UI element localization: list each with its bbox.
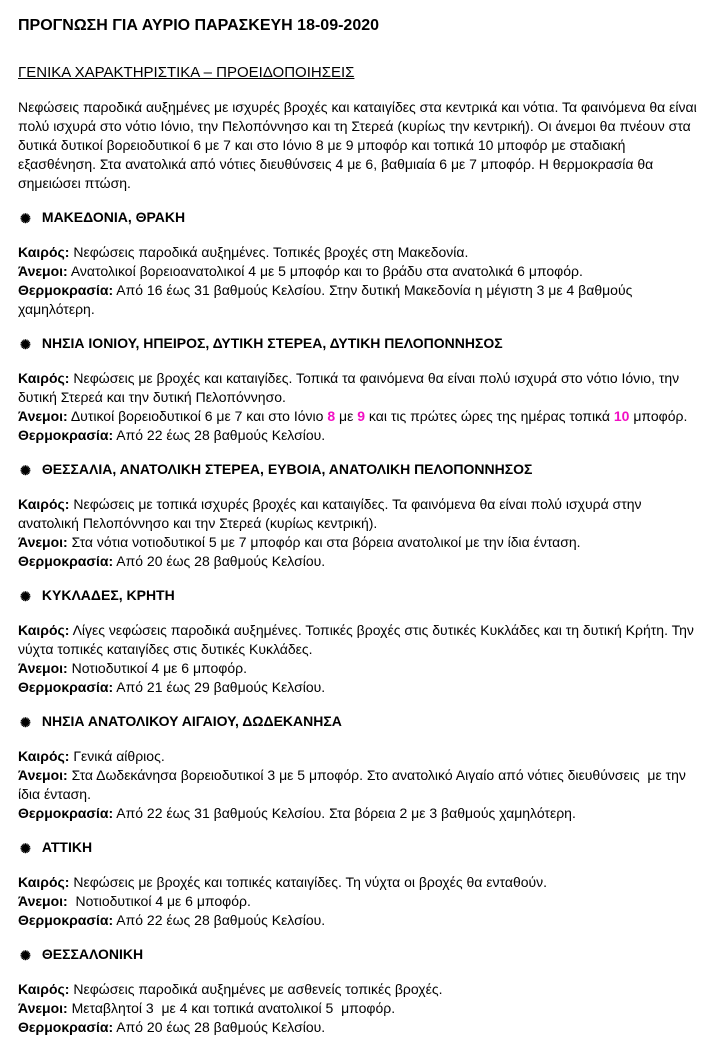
line-label-weather: Καιρός: xyxy=(18,244,70,260)
forecast-text: Νεφώσεις με βροχές και καταιγίδες. Τοπικά τα φαινόμενα θα είναι πολύ ισχυρά στο νότιο Ιόνιο, την δυτική Στερεά και την δυτική Πελοπόννησο. xyxy=(18,370,680,405)
line-label-temperature: Θερμοκρασία: xyxy=(18,679,114,695)
forecast-text: Ανατολικοί βορειοανατολικοί 4 με 5 μποφόρ και το βράδυ στα ανατολικά 6 μποφόρ. xyxy=(67,263,583,279)
forecast-line-winds xyxy=(18,659,706,678)
sun-bullet-icon: ✺ xyxy=(20,715,31,730)
region-section xyxy=(18,838,706,930)
region-sections xyxy=(18,208,706,1037)
forecast-text: Στα Δωδεκάνησα βορειοδυτικοί 3 με 5 μποφόρ. Στο ανατολικό Αιγαίο από νότιες διευθύνσεις με την ίδια ένταση. xyxy=(18,767,686,802)
region-section xyxy=(18,712,706,823)
line-label-weather: Καιρός: xyxy=(18,874,70,890)
forecast-text: Γενικά αίθριος. xyxy=(69,748,165,764)
forecast-text: Από 16 έως 31 βαθμούς Κελσίου. Στην δυτική Μακεδονία η μέγιστη 3 με 4 βαθμούς χαμηλότερη. xyxy=(18,282,633,317)
region-title: ΘΕΣΣΑΛΟΝΙΚΗ xyxy=(41,946,144,962)
region-header xyxy=(18,945,706,965)
forecast-text: Από 20 έως 28 βαθμούς Κελσίου. xyxy=(113,553,326,569)
forecast-line-weather xyxy=(18,621,706,659)
forecast-text: Νεφώσεις με βροχές και τοπικές καταιγίδες. Τη νύχτα οι βροχές θα ενταθούν. xyxy=(69,874,548,890)
forecast-line-weather xyxy=(18,873,706,892)
region-section xyxy=(18,208,706,319)
forecast-line-weather xyxy=(18,495,706,533)
forecast-line-winds xyxy=(18,262,706,281)
region-title: ΑΤΤΙΚΗ xyxy=(41,839,93,855)
line-label-temperature: Θερμοκρασία: xyxy=(18,427,114,443)
forecast-line-temperature xyxy=(18,804,706,823)
sun-bullet-icon: ✺ xyxy=(20,211,31,226)
forecast-text: μποφόρ. xyxy=(629,408,688,424)
line-label-weather: Καιρός: xyxy=(18,496,70,512)
line-label-weather: Καιρός: xyxy=(18,981,70,997)
line-label-temperature: Θερμοκρασία: xyxy=(18,282,114,298)
forecast-line-winds xyxy=(18,407,706,426)
region-section xyxy=(18,460,706,571)
line-label-weather: Καιρός: xyxy=(18,622,70,638)
line-label-temperature: Θερμοκρασία: xyxy=(18,805,114,821)
forecast-line-weather xyxy=(18,369,706,407)
forecast-text: Δυτικοί βορειοδυτικοί 6 με 7 και στο Ιόνιο xyxy=(67,408,328,424)
forecast-text: Νεφώσεις παροδικά αυξημένες. Τοπικές βροχές στη Μακεδονία. xyxy=(69,244,469,260)
region-title: ΚΥΚΛΑΔΕΣ, ΚΡΗΤΗ xyxy=(41,587,175,603)
forecast-line-temperature xyxy=(18,678,706,697)
line-label-winds: Άνεμοι: xyxy=(18,534,68,550)
highlighted-wind-value: 9 xyxy=(357,408,365,424)
line-label-temperature: Θερμοκρασία: xyxy=(18,553,114,569)
page-title: ΠΡΟΓΝΩΣΗ ΓΙΑ ΑΥΡΙΟ ΠΑΡΑΣΚΕΥΗ 18-09-2020 xyxy=(18,17,380,34)
forecast-text: Στα νότια νοτιοδυτικοί 5 με 7 μποφόρ και στα βόρεια ανατολικοί με την ίδια ένταση. xyxy=(67,534,581,550)
forecast-line-weather xyxy=(18,747,706,766)
forecast-line-weather xyxy=(18,980,706,999)
general-forecast-text: Νεφώσεις παροδικά αυξημένες με ισχυρές βροχές και καταιγίδες στα κεντρικά και νότια. Τα φαινόμενα θα είναι πολύ ισχυρά στο νότιο Ιόνιο, την Πελοπόννησο και τη Στερεά (κυρίως την κεντρική). Οι άνεμοι θα πνέουν στα δυτικά δυτικοί βορειοδυτικοί 6 με 7 και στο Ιόνιο 8 με 9 μποφόρ και τοπικά 10 μποφόρ με σταδιακή εξασθένηση. Στα ανατολικά από νότιες διευθύνσεις 4 με 6, βαθμιαία 6 με 7 μποφόρ. Η θερμοκρασία θα σημειώσει πτώση. xyxy=(18,99,697,191)
region-header xyxy=(18,208,706,228)
forecast-text: Μεταβλητοί 3 με 4 και τοπικά ανατολικοί 5 μποφόρ. xyxy=(67,1000,396,1016)
general-characteristics-heading: ΓΕΝΙΚΑ ΧΑΡΑΚΤΗΡΙΣΤΙΚΑ – ΠΡΟΕΙΔΟΠΟΙΗΣΕΙΣ xyxy=(18,64,355,81)
line-label-winds: Άνεμοι: xyxy=(18,1000,68,1016)
line-label-winds: Άνεμοι: xyxy=(18,408,68,424)
sun-bullet-icon: ✺ xyxy=(20,589,31,604)
forecast-line-temperature xyxy=(18,552,706,571)
forecast-text: Νεφώσεις με τοπικά ισχυρές βροχές και καταιγίδες. Τα φαινόμενα θα είναι πολύ ισχυρά στην ανατολική Πελοπόννησο και την Στερεά (κυρίως κεντρική). xyxy=(18,496,642,531)
region-header xyxy=(18,334,706,354)
line-label-winds: Άνεμοι: xyxy=(18,263,68,279)
region-section xyxy=(18,334,706,445)
forecast-text: Νοτιοδυτικοί 4 με 6 μποφόρ. xyxy=(67,660,248,676)
forecast-text: Από 21 έως 29 βαθμούς Κελσίου. xyxy=(113,679,326,695)
line-label-winds: Άνεμοι: xyxy=(18,893,68,909)
sun-bullet-icon: ✺ xyxy=(20,337,31,352)
region-header xyxy=(18,838,706,858)
region-section xyxy=(18,945,706,1037)
sun-bullet-icon: ✺ xyxy=(20,948,31,963)
forecast-line-temperature xyxy=(18,1018,706,1037)
region-header xyxy=(18,460,706,480)
region-title: ΝΗΣΙΑ ΑΝΑΤΟΛΙΚΟΥ ΑΙΓΑΙΟΥ, ΔΩΔΕΚΑΝΗΣΑ xyxy=(41,713,342,729)
region-title: ΝΗΣΙΑ ΙΟΝΙΟΥ, ΗΠΕΙΡΟΣ, ΔΥΤΙΚΗ ΣΤΕΡΕΑ, ΔΥΤΙΚΗ ΠΕΛΟΠΟΝΝΗΣΟΣ xyxy=(41,335,503,351)
region-section xyxy=(18,586,706,697)
forecast-line-weather xyxy=(18,243,706,262)
forecast-line-temperature xyxy=(18,426,706,445)
line-label-winds: Άνεμοι: xyxy=(18,767,68,783)
forecast-line-winds xyxy=(18,892,706,911)
sun-bullet-icon: ✺ xyxy=(20,463,31,478)
forecast-text: Από 22 έως 28 βαθμούς Κελσίου. xyxy=(113,912,326,928)
highlighted-wind-value: 8 xyxy=(327,408,336,424)
highlighted-wind-value: 10 xyxy=(613,408,630,424)
forecast-line-winds xyxy=(18,999,706,1018)
region-header xyxy=(18,712,706,732)
forecast-text: Από 22 έως 31 βαθμούς Κελσίου. Στα βόρεια 2 με 3 βαθμούς χαμηλότερη. xyxy=(113,805,576,821)
line-label-winds: Άνεμοι: xyxy=(18,660,68,676)
line-label-temperature: Θερμοκρασία: xyxy=(18,1019,114,1035)
forecast-text: Λίγες νεφώσεις παροδικά αυξημένες. Τοπικές βροχές στις δυτικές Κυκλάδες και τη δυτική Κρήτη. Την νύχτα τοπικές καταιγίδες στις δυτικές Κυκλάδες. xyxy=(18,622,694,657)
line-label-weather: Καιρός: xyxy=(18,370,70,386)
forecast-text: Από 20 έως 28 βαθμούς Κελσίου. xyxy=(113,1019,326,1035)
forecast-text: Νεφώσεις παροδικά αυξημένες με ασθενείς τοπικές βροχές. xyxy=(69,981,443,997)
forecast-text: Από 22 έως 28 βαθμούς Κελσίου. xyxy=(113,427,326,443)
region-header xyxy=(18,586,706,606)
region-title: ΘΕΣΣΑΛΙΑ, ΑΝΑΤΟΛΙΚΗ ΣΤΕΡΕΑ, ΕΥΒΟΙΑ, ΑΝΑΤΟΛΙΚΗ ΠΕΛΟΠΟΝΝΗΣΟΣ xyxy=(41,461,533,477)
region-title: ΜΑΚΕΔΟΝΙΑ, ΘΡΑΚΗ xyxy=(41,209,186,225)
forecast-line-temperature xyxy=(18,281,706,319)
line-label-temperature: Θερμοκρασία: xyxy=(18,912,114,928)
forecast-text: με xyxy=(335,408,358,424)
forecast-text: Νοτιοδυτικοί 4 με 6 μποφόρ. xyxy=(67,893,251,909)
line-label-weather: Καιρός: xyxy=(18,748,70,764)
forecast-line-winds xyxy=(18,533,706,552)
forecast-line-temperature xyxy=(18,911,706,930)
forecast-line-winds xyxy=(18,766,706,804)
sun-bullet-icon: ✺ xyxy=(20,841,31,856)
forecast-text: και τις πρώτες ώρες της ημέρας τοπικά xyxy=(365,408,614,424)
